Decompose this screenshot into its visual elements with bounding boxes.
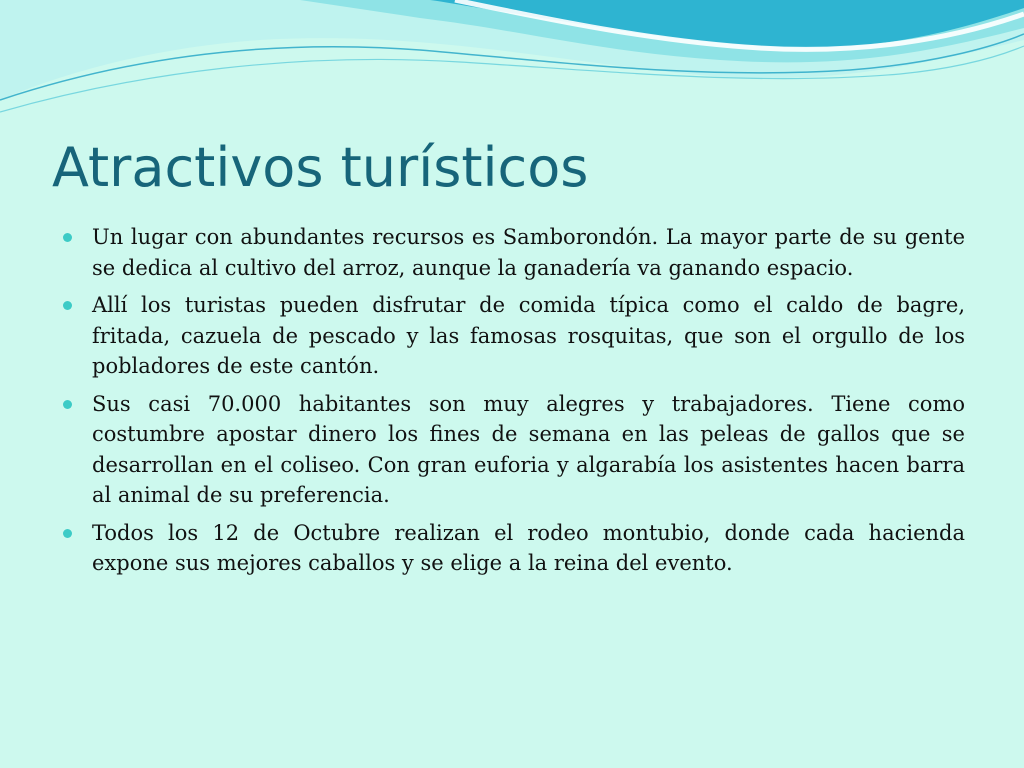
bullet-dot-icon xyxy=(63,301,72,310)
bullet-item xyxy=(63,222,965,283)
bullet-dot-icon xyxy=(63,529,72,538)
bullet-item xyxy=(63,518,965,579)
bullet-item xyxy=(63,389,965,511)
bullet-list xyxy=(63,222,965,586)
bullet-dot-icon xyxy=(63,400,72,409)
bullet-dot-icon xyxy=(63,233,72,242)
bullet-text: Un lugar con abundantes recursos es Samborondón. La mayor parte de su gente se dedica al cultivo del arroz, aunque la ganadería va ganando espacio. xyxy=(92,225,965,280)
slide-title: Atractivos turísticos xyxy=(52,136,589,199)
bullet-text: Allí los turistas pueden disfrutar de comida típica como el caldo de bagre, fritada, cazuela de pescado y las famosas rosquitas, que son el orgullo de los pobladores de este cantón. xyxy=(92,293,965,378)
wave-header-decoration xyxy=(0,0,1024,130)
bullet-text: Sus casi 70.000 habitantes son muy alegres y trabajadores. Tiene como costumbre apostar dinero los fines de semana en las peleas de gallos que se desarrollan en el coliseo. Con gran euforia y algarabía los asistentes hacen barra al animal de su preferencia. xyxy=(92,391,965,507)
bullet-text: Todos los 12 de Octubre realizan el rodeo montubio, donde cada hacienda expone sus mejores caballos y se elige a la reina del evento. xyxy=(92,520,965,575)
bullet-item xyxy=(63,290,965,382)
